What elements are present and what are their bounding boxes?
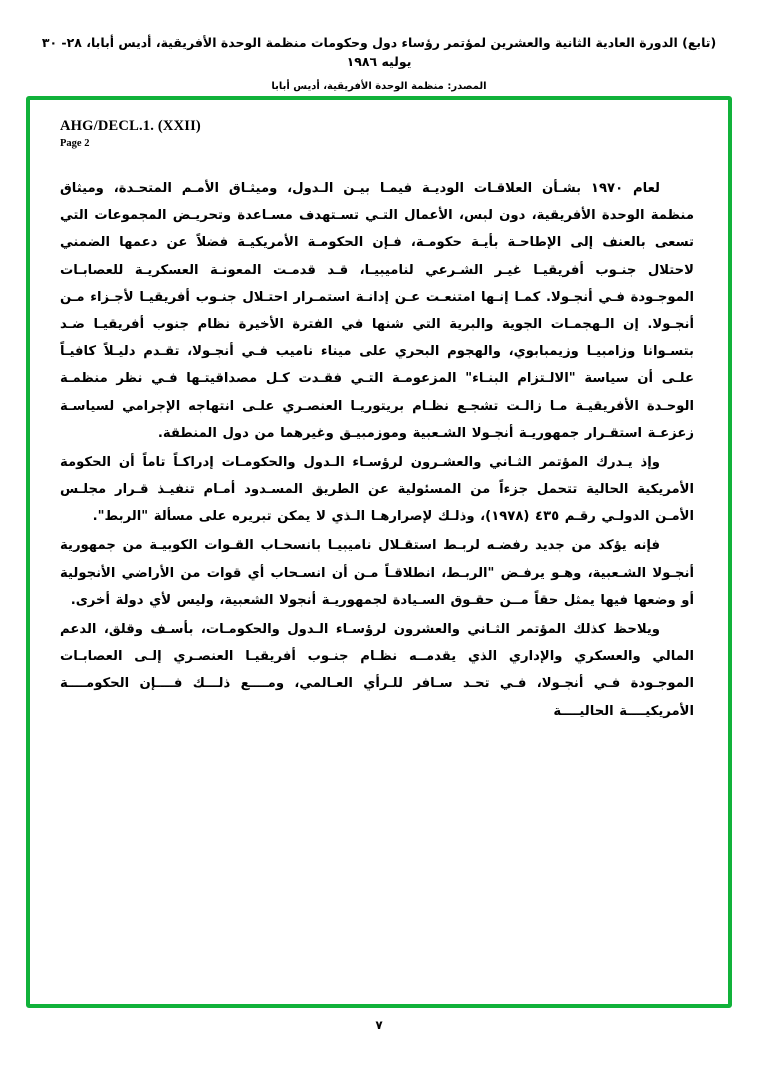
body-text [60, 175, 694, 725]
paragraph-3: فإنه يؤكد من جديد رفضـه لربـط استقـلال ناميبيـا بانسحـاب القـوات الكوبيـة من جمهورية أنجـولا الشـعبية، وهـو يرفـض "الربـط، انطلاقـاً مـن أن انسـحاب أي قوات من الأراضي الأنجولية أو وضعها فيها يمثل حقاً مــن حقـوق السـيادة لجمهوريـة أنجولا الشعبية، وليس لأي دولة أخرى. [60, 538, 694, 608]
document-code: AHG/DECL.1. (XXII) [60, 118, 201, 134]
header-source-line: المصدر: منظمة الوحدة الأفريقية، أديس أبابا [271, 80, 487, 92]
content-frame [26, 96, 732, 1008]
paragraph-2: وإذ يـدرك المؤتمر الثـاني والعشـرون لرؤسـاء الـدول والحكومـات إدراكـاً تاماً أن الحكومة الأمريكية الحالية تتحمل جزءاً من المسئولية عن الطريق المسـدود أمـام تنفيـذ قـرار مجلـس الأمـن الدولـي رقـم ٤٣٥ (١٩٧٨)، وذلـك لإصرارهـا الـذي لا يمكن تبريره على مسألة "الربط". [60, 454, 694, 525]
paragraph-1: لعام ١٩٧٠ بشـأن العلاقـات الوديـة فيمـا بيـن الـدول، وميثـاق الأمـم المتحـدة، وميثاق منظمة الوحدة الأفريقية، دون لبس، الأعمال التـي تسـتهدف مسـاعدة وتحريـض المجموعات التي تسعى بالعنف إلى الإطاحـة بأيـة حكومـة، فـإن الحكومـة الأمريكيـة فضلاً عن دعمها الضمني لاحتلال جنـوب أفريقيـا غيـر الشـرعي لناميبيـا، قـد قدمـت المعونـة العسكريـة للعصابـات الموجـودة فـي أنجـولا. كمـا إنـها امتنعـت عـن إدانـة استمـرار احتـلال جنـوب أفريقيـا لأجـزاء مـن أنجـولا. إن الـهجمـات الجوية والبرية التي شنها في الفترة الأخيرة نظام جنوب أفريقيـا ضـد بتسـوانا وزامبيـا وزيمبابوي، والهجوم البحري على ميناء ناميب فـي أنجـولا، تقـدم دليـلاً كافيـاً علـى أن سياسة "الالـتزام البنـاء" المزعومـة التـي فقـدت كـل مصداقيتـها فـي نظر منظمـة الوحـدة الأفريقيـة مـا زالـت تشجـع نظـام بريتوريـا العنصـري علـى انتهاجه الإجرامي لسياسـة زعزعـة استقـرار جمهوريـة أنجـولا الشـعبية وموزمبيـق وغيرهما من دول المنطقة. [60, 181, 694, 441]
paragraph-4: ويلاحظ كذلك المؤتمر الثـاني والعشرون لرؤسـاء الـدول والحكومـات، بأسـف وقلق، الدعم المالي والعسكري والإداري الذي يقدمــه نظـام جنـوب أفريقيـا العنصـري إلـى العصابـات الموجـودة فـي أنجـولا، فـي تحـد سـافر للـرأي العـالمي، ومــــع ذلـــك فــــإن الحكومــــة الأمريكيــــة الحاليــــة [60, 622, 694, 719]
document-page-label: Page 2 [60, 138, 90, 149]
header-session-title: (تابع) الدورة العادية الثانية والعشرين لمؤتمر رؤساء دول وحكومات منظمة الوحدة الأفريقية، أديس أبابا، ٢٨- ٣٠ يوليه ١٩٨٦ [41, 35, 717, 69]
footer-page-number: ٧ [375, 1018, 383, 1032]
page-header [0, 0, 758, 92]
content-frame-inner [30, 100, 728, 1004]
